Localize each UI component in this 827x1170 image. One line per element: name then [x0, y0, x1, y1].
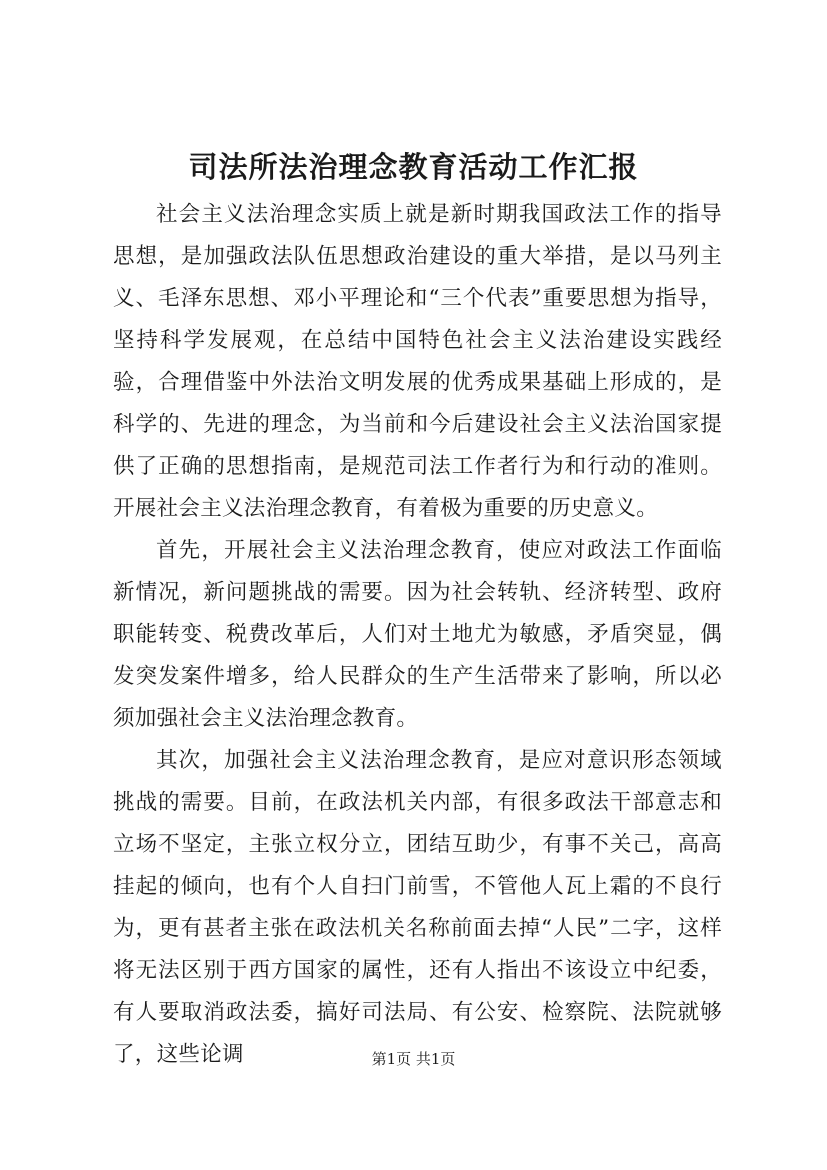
paragraph-first-point: 首先，开展社会主义法治理念教育，使应对政法工作面临新情况，新问题挑战的需要。因为社会转轨、经济转型、政府职能转变、税费改革后，人们对土地尤为敏感，矛盾突显，偶发突发案件增多，给人民群众的生产生活带来了影响，所以必须加强社会主义法治理念教育。 — [113, 538, 722, 731]
paragraph-intro: 社会主义法治理念实质上就是新时期我国政法工作的指导思想，是加强政法队伍思想政治建设的重大举措，是以马列主义、毛泽东思想、邓小平理论和“三个代表”重要思想为指导，坚持科学发展观，在总结中国特色社会主义法治建设实践经验，合理借鉴中外法治文明发展的优秀成果基础上形成的，是科学的、先进的理念，为当前和今后建设社会主义法治国家提供了正确的思想指南，是规范司法工作者行为和行动的准则。开展社会主义法治理念教育，有着极为重要的历史意义。 — [113, 202, 722, 521]
document-body — [113, 194, 722, 1076]
paragraph-second-point: 其次，加强社会主义法治理念教育，是应对意识形态领域挑战的需要。目前，在政法机关内部，有很多政法干部意志和立场不坚定，主张立权分立，团结互助少，有事不关己，高高挂起的倾向，也有个人自扫门前雪，不管他人瓦上霜的不良行为，更有甚者主张在政法机关名称前面去掉“人民”二字，这样将无法区别于西方国家的属性，还有人指出不该设立中纪委，有人要取消政法委，搞好司法局、有公安、检察院、法院就够了，这些论调 — [113, 748, 722, 1067]
page-number-footer: 第1页 共1页 — [371, 1050, 456, 1068]
document-title: 司法所法治理念教育活动工作汇报 — [188, 150, 639, 184]
